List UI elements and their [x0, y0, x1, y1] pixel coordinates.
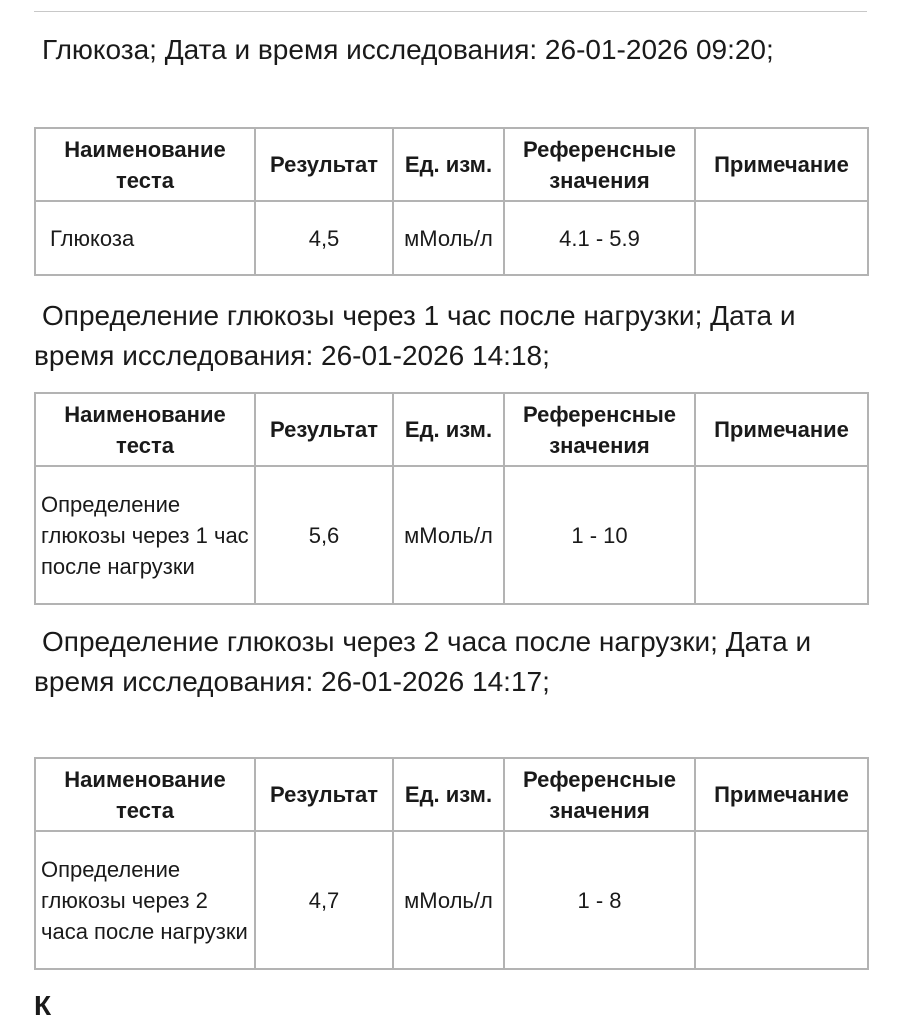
- column-header-result: Результат: [255, 758, 393, 831]
- column-header-test-name: Наименование теста: [35, 758, 255, 831]
- reference-cell: 1 - 8: [504, 831, 695, 969]
- note-cell: [695, 831, 868, 969]
- results-table: [34, 757, 869, 970]
- cut-off-heading: К: [34, 990, 52, 1021]
- column-header-unit: Ед. изм.: [393, 393, 504, 466]
- column-header-note: Примечание: [695, 758, 868, 831]
- section-heading-text: Глюкоза; Дата и время исследования: 26-01-2026 09:20;: [42, 34, 774, 65]
- unit-cell: мМоль/л: [393, 201, 504, 275]
- column-header-test-name: Наименование теста: [35, 128, 255, 201]
- section-heading: [34, 296, 876, 376]
- table-header-row: [35, 758, 868, 831]
- section-heading-text: Определение глюкозы через 2 часа после нагрузки; Дата и время исследования: 26-01-2026 14:17;: [34, 626, 812, 697]
- reference-cell: 4.1 - 5.9: [504, 201, 695, 275]
- column-header-reference: Референсные значения: [504, 128, 695, 201]
- test-name-cell: Глюкоза: [35, 201, 255, 275]
- test-name-cell: Определение глюкозы через 2 часа после нагрузки: [35, 831, 255, 969]
- divider: [34, 11, 867, 12]
- column-header-result: Результат: [255, 128, 393, 201]
- column-header-unit: Ед. изм.: [393, 128, 504, 201]
- column-header-note: Примечание: [695, 128, 868, 201]
- table-row: [35, 201, 868, 275]
- results-table: [34, 392, 869, 605]
- unit-cell: мМоль/л: [393, 831, 504, 969]
- column-header-result: Результат: [255, 393, 393, 466]
- result-cell: 5,6: [255, 466, 393, 604]
- table-row: [35, 831, 868, 969]
- column-header-reference: Референсные значения: [504, 393, 695, 466]
- test-name-cell: Определение глюкозы через 1 час после нагрузки: [35, 466, 255, 604]
- column-header-unit: Ед. изм.: [393, 758, 504, 831]
- table-header-row: [35, 393, 868, 466]
- note-cell: [695, 466, 868, 604]
- table-row: [35, 466, 868, 604]
- column-header-reference: Референсные значения: [504, 758, 695, 831]
- result-cell: 4,7: [255, 831, 393, 969]
- section-heading: [34, 30, 876, 70]
- unit-cell: мМоль/л: [393, 466, 504, 604]
- column-header-note: Примечание: [695, 393, 868, 466]
- section-heading: [34, 622, 876, 702]
- reference-cell: 1 - 10: [504, 466, 695, 604]
- result-cell: 4,5: [255, 201, 393, 275]
- column-header-test-name: Наименование теста: [35, 393, 255, 466]
- note-cell: [695, 201, 868, 275]
- results-table: [34, 127, 869, 276]
- table-header-row: [35, 128, 868, 201]
- section-heading-text: Определение глюкозы через 1 час после нагрузки; Дата и время исследования: 26-01-2026 14:18;: [34, 300, 796, 371]
